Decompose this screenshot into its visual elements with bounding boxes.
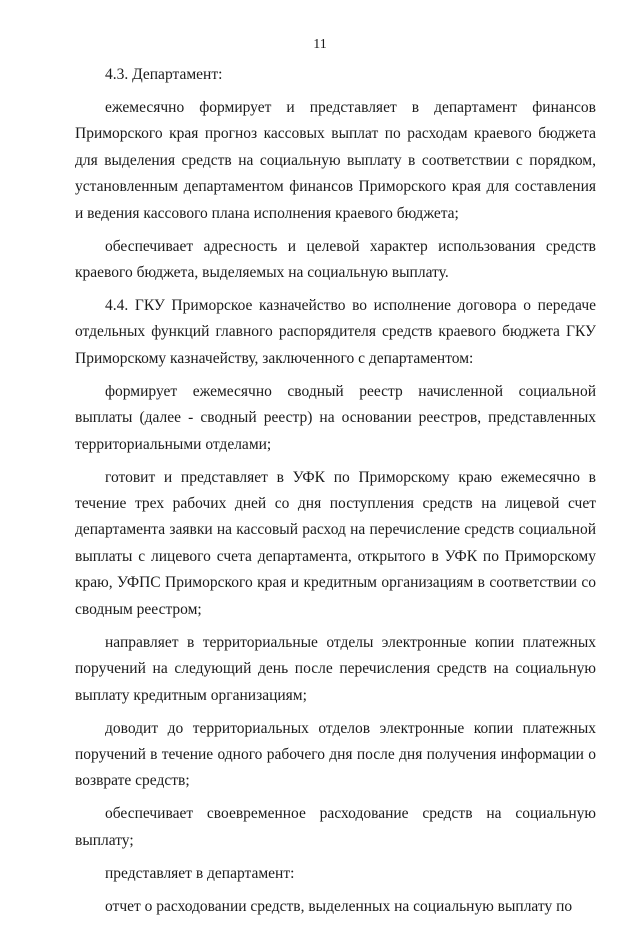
paragraph-submits: представляет в департамент: <box>105 864 295 882</box>
paragraph-applications: готовит и представляет в УФК по Приморскому краю ежемесячно в течение трех рабочих дней со дня поступления средств на лицевой счет департамента заявки на кассовый расход на перечисление средств социальной выплаты с лицевого счета департамента, открытого в УФК по Приморскому краю, УФПС Приморского края и кредитным организациям в соответствии со сводным реестром; <box>75 468 596 618</box>
paragraph-forecast: ежемесячно формирует и представляет в департамент финансов Приморского края прогноз кассовых выплат по расходам краевого бюджета для выделения средств на социальную выплату в соответствии с порядком, установленным департаментом финансов Приморского края для составления и ведения кассового плана исполнения краевого бюджета; <box>75 99 596 222</box>
document-body <box>75 62 596 927</box>
paragraph-summary-register: формирует ежемесячно сводный реестр начисленной социальной выплаты (далее - сводный реестр) на основании реестров, представленных территориальными отделами; <box>75 382 596 453</box>
paragraph-4-4-heading: 4.4. ГКУ Приморское казначейство во исполнение договора о передаче отдельных функций главного распорядителя средств краевого бюджета ГКУ Приморскому казначейству, заключенного с департаментом: <box>75 297 596 367</box>
paragraph-targeting: обеспечивает адресность и целевой характер использования средств краевого бюджета, выделяемых на социальную выплату. <box>75 237 596 282</box>
paragraph-send-copies: направляет в территориальные отделы электронные копии платежных поручений на следующий день после перечисления средств на социальную выплату кредитным организациям; <box>75 633 596 704</box>
page-number: 11 <box>313 37 327 52</box>
paragraph-return-copies: доводит до территориальных отделов электронные копии платежных поручений в течение одного рабочего дня после дня получения информации о возврате средств; <box>75 719 596 790</box>
paragraph-report: отчет о расходовании средств, выделенных на социальную выплату по <box>105 897 573 915</box>
paragraph-timely-spending: обеспечивает своевременное расходование средств на социальную выплату; <box>75 805 596 849</box>
paragraph-4-3-heading: 4.3. Департамент: <box>105 66 223 83</box>
